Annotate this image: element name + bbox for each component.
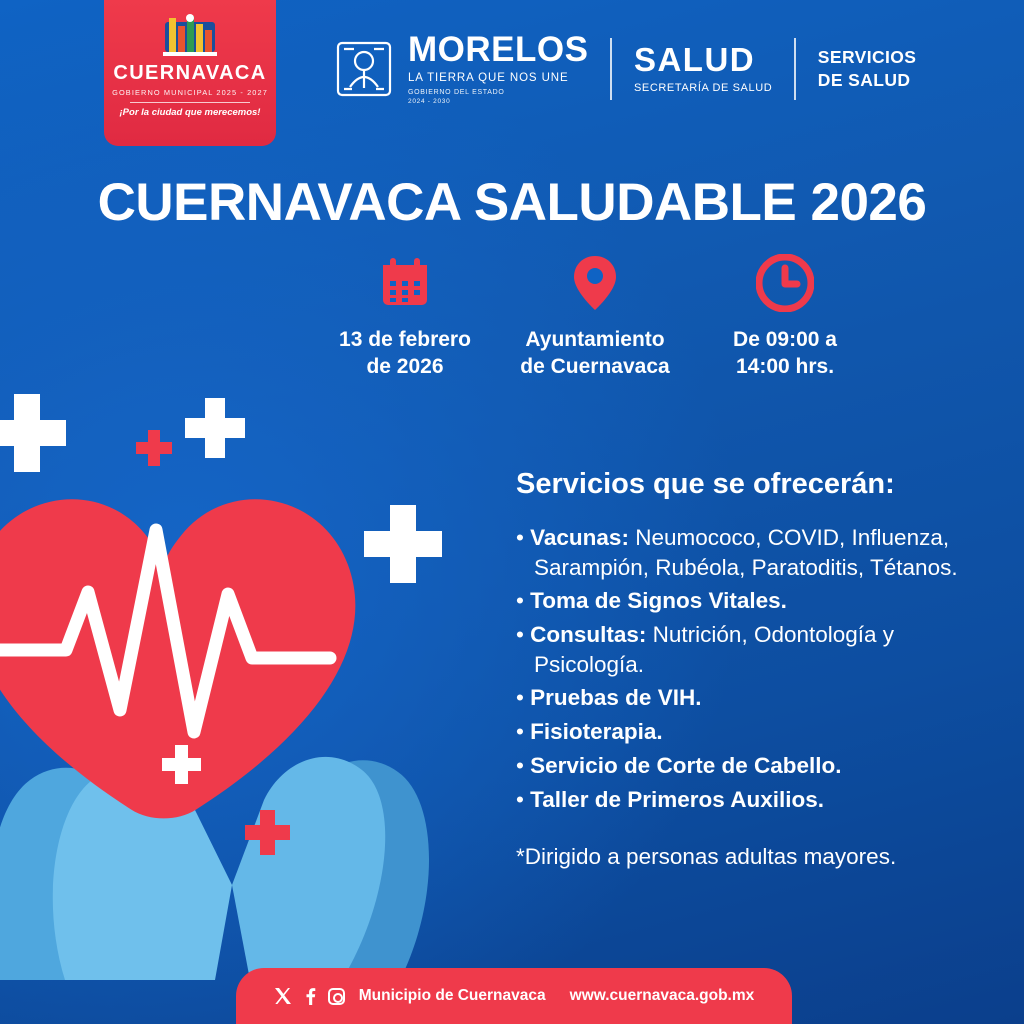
- footer-bar: [236, 968, 792, 1024]
- list-item: • Fisioterapia.: [516, 719, 663, 745]
- morelos-text-block: [408, 32, 588, 105]
- servicios-line-2: DE SALUD: [817, 69, 911, 90]
- info-time-text: De 09:00 a 14:00 hrs.: [733, 328, 837, 379]
- list-item: • Consultas: Nutrición, Odontología y Psicología.: [516, 622, 895, 677]
- event-info-row: [310, 252, 1010, 381]
- list-item: • Taller de Primeros Auxilios.: [516, 786, 824, 812]
- list-item: • Servicio de Corte de Cabello.: [516, 752, 842, 778]
- x-twitter-icon[interactable]: [274, 987, 292, 1005]
- list-item: • Vacunas: Neumococo, COVID, Influenza, Sarampión, Rubéola, Paratoditis, Tétanos.: [516, 525, 958, 580]
- servicios-line-1: SERVICIOS: [817, 47, 917, 68]
- info-item-time: [690, 252, 880, 381]
- badge-divider: [130, 102, 250, 103]
- badge-city-name: CUERNAVACA: [113, 62, 267, 84]
- services-list: [516, 523, 996, 814]
- info-location-text: Ayuntamiento de Cuernavaca: [520, 328, 670, 379]
- info-item-location: [500, 252, 690, 381]
- page-title: CUERNAVACA SALUDABLE 2026: [97, 173, 927, 232]
- morelos-tagline: LA TIERRA QUE NOS UNE: [408, 72, 569, 84]
- logo-divider-2: [794, 38, 796, 100]
- cuernavaca-badge: [104, 0, 276, 146]
- website-url[interactable]: www.cuernavaca.gob.mx: [569, 987, 755, 1004]
- social-handle[interactable]: Municipio de Cuernavaca: [358, 987, 546, 1004]
- salud-title: SALUD: [633, 41, 756, 78]
- government-logos: [330, 32, 916, 105]
- logo-divider-1: [610, 38, 612, 100]
- header: [0, 0, 1024, 148]
- services-note: *Dirigido a personas adultas mayores.: [516, 844, 897, 870]
- services-heading: Servicios que se ofrecerán:: [516, 468, 895, 500]
- salud-subtitle: SECRETARÍA DE SALUD: [633, 82, 773, 94]
- morelos-title: MORELOS: [408, 30, 589, 69]
- morelos-state-glyph-icon: [330, 35, 398, 103]
- servicios-salud-block: [818, 46, 917, 91]
- list-item: • Pruebas de VIH.: [516, 685, 702, 711]
- list-item: • Toma de Signos Vitales.: [516, 588, 787, 614]
- morelos-gov-line: GOBIERNO DEL ESTADO: [408, 89, 505, 96]
- heart-in-hands-illustration: [0, 380, 530, 990]
- services-section: [516, 468, 996, 870]
- salud-text-block: [634, 43, 772, 94]
- morelos-period: 2024 - 2030: [408, 98, 451, 105]
- calendar-icon: [310, 252, 500, 314]
- info-date-text: 13 de febrero de 2026: [339, 328, 471, 379]
- badge-slogan: ¡Por la ciudad que merecemos!: [119, 107, 261, 118]
- info-item-date: [310, 252, 500, 381]
- social-icons: [274, 987, 345, 1005]
- location-pin-icon: [500, 252, 690, 314]
- badge-subtitle: GOBIERNO MUNICIPAL 2025 - 2027: [112, 88, 268, 97]
- clock-icon: [690, 252, 880, 314]
- cuernavaca-coat-of-arms-icon: [159, 12, 221, 58]
- facebook-icon[interactable]: [301, 987, 319, 1005]
- instagram-icon[interactable]: [328, 988, 345, 1005]
